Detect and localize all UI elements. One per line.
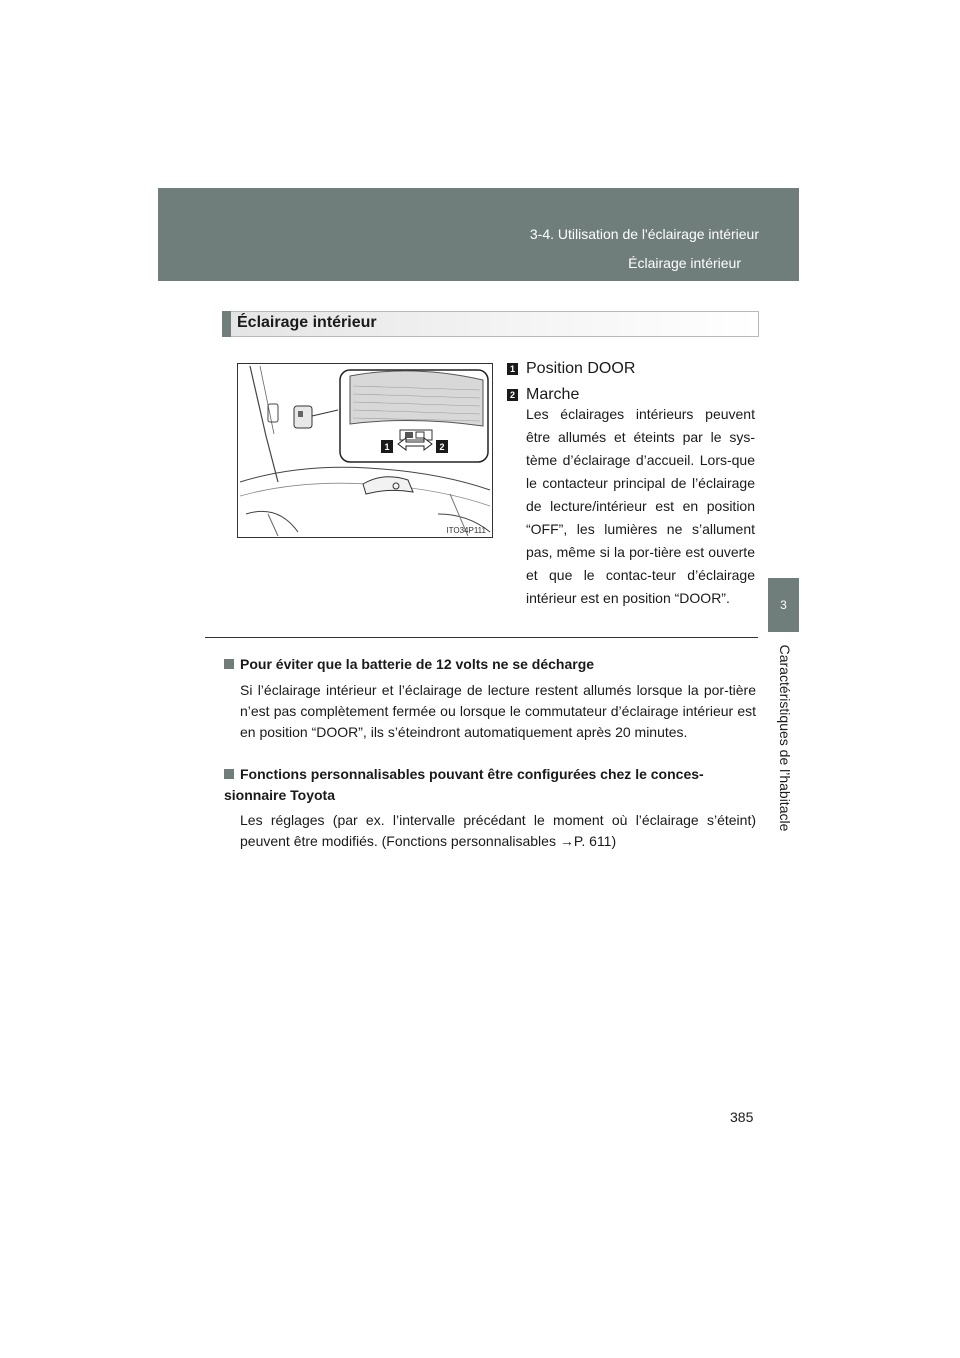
- chapter-label: Caractéristiques de l’habitacle: [777, 644, 793, 832]
- header-subsection-title: Éclairage intérieur: [628, 255, 741, 271]
- item-marker: 2: [507, 389, 518, 401]
- description-text: Les éclairages intérieurs peuvent être allumés et éteints par le sys-tème d’éclairage d’accueil. Lors-que le contacteur principal de l’éclairage de lecture/intérieur est en position “OFF”, les lumières ne s’allument pas, même si la por-tière est ouverte et que le contac-teur d’éclairage intérieur est en position “DOOR”.: [526, 406, 755, 606]
- note-body: Les réglages (par ex. l’intervalle précédant le moment où l’éclairage s’éteint) peuvent être modifiés. (Fonctions personnalisables →P. 611): [240, 812, 756, 849]
- section-title-bar: [222, 311, 759, 337]
- header-band: [158, 188, 799, 281]
- header-section-title: 3-4. Utilisation de l'éclairage intérieur: [529, 226, 759, 242]
- interior-light-drawing: [238, 364, 492, 537]
- item-label: Position DOOR: [526, 360, 636, 377]
- note-body: Si l’éclairage intérieur et l’éclairage de lecture restent allumés lorsque la por-tière n’est pas complètement fermée ou lorsque le commutateur d’éclairage intérieur est en position “DOOR”, ils s’éteindront automatiquement après 20 minutes.: [240, 682, 756, 740]
- figure-marker-1: 1: [384, 442, 390, 452]
- note-heading: [224, 654, 756, 675]
- item-position-door: [507, 360, 635, 378]
- page-number: 385: [730, 1109, 754, 1125]
- note-heading: [224, 764, 756, 806]
- item-marker: 1: [507, 363, 518, 375]
- divider: [205, 637, 758, 638]
- chapter-number-tab: 3: [768, 578, 799, 632]
- square-bullet-icon: [224, 769, 234, 779]
- interior-light-illustration: [237, 363, 493, 538]
- note-heading-text: Fonctions personnalisables pouvant être configurées chez le conces-sionnaire Toyota: [224, 766, 704, 803]
- figure-code: ITO34P111: [446, 526, 486, 535]
- figure-marker-2: 2: [439, 442, 445, 452]
- item-label: Marche: [526, 386, 580, 403]
- chapter-label-tab: [771, 632, 799, 844]
- square-bullet-icon: [224, 659, 234, 669]
- item-marche: [507, 386, 579, 404]
- section-title: Éclairage intérieur: [237, 314, 377, 331]
- note-heading-text: Pour éviter que la batterie de 12 volts ne se décharge: [240, 656, 595, 672]
